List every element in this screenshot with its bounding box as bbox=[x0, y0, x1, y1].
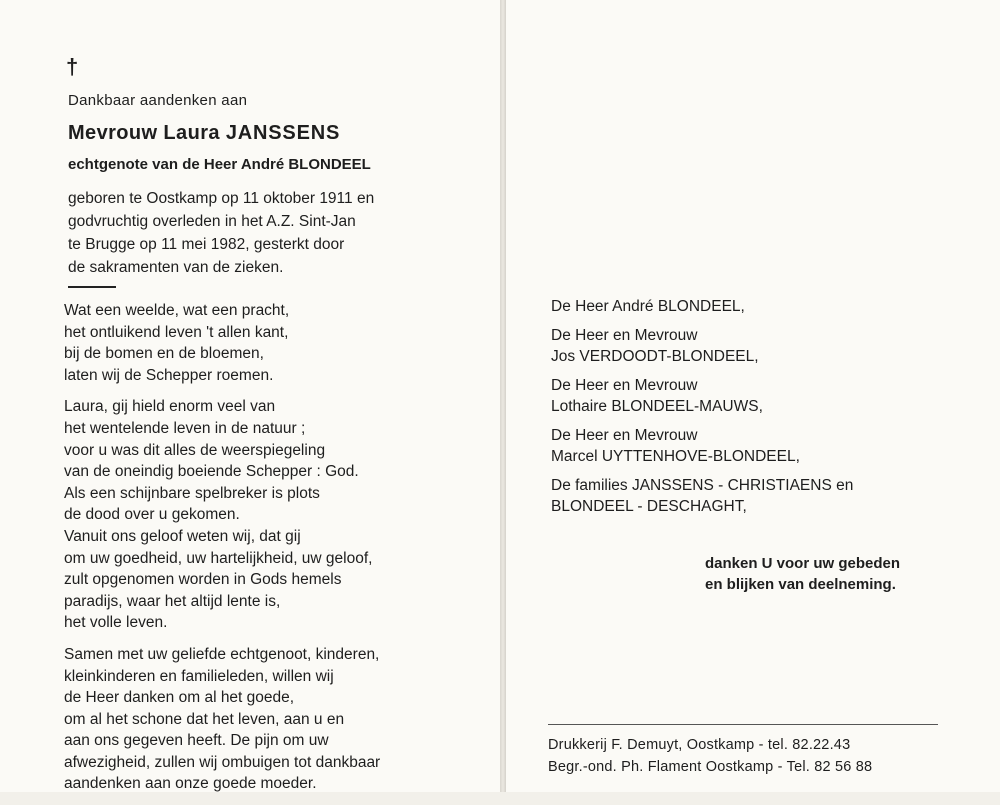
poem-stanza bbox=[64, 300, 494, 386]
poem-line: laten wij de Schepper roemen. bbox=[64, 366, 274, 384]
poem-line: Laura, gij hield enorm veel van bbox=[64, 398, 276, 416]
poem-line: Samen met uw geliefde echtgenoot, kinderen, bbox=[64, 645, 380, 663]
family-line: De Heer en Mevrouw bbox=[551, 327, 698, 344]
poem-line: aan ons gegeven heeft. De pijn om uw bbox=[64, 732, 329, 750]
family-entry bbox=[551, 425, 971, 467]
spouse-line: echtgenote van de Heer André BLONDEEL bbox=[68, 156, 371, 173]
thanks-message bbox=[705, 553, 900, 595]
poem-line: paradijs, waar het altijd lente is, bbox=[64, 592, 281, 610]
deceased-given-name: Mevrouw Laura bbox=[68, 122, 220, 144]
printer-credits bbox=[548, 734, 872, 778]
deceased-name bbox=[68, 122, 340, 145]
poem-line: afwezigheid, zullen wij ombuigen tot dankbaar bbox=[64, 753, 381, 771]
printer-line: Drukkerij F. Demuyt, Oostkamp - tel. 82.22.43 bbox=[548, 737, 851, 753]
poem-line: het wentelende leven in de natuur ; bbox=[64, 419, 306, 437]
poem-line: voor u was dit alles de weerspiegeling bbox=[64, 441, 326, 459]
poem-line: Als een schijnbare spelbreker is plots bbox=[64, 484, 320, 502]
poem-stanza bbox=[64, 644, 494, 795]
poem-line: Vanuit ons geloof weten wij, dat gij bbox=[64, 527, 301, 545]
family-line: De Heer André BLONDEEL, bbox=[551, 298, 745, 315]
poem-line: aandenken aan onze goede moeder. bbox=[64, 775, 317, 793]
family-line: Jos VERDOODT-BLONDEEL, bbox=[551, 348, 759, 365]
poem-line: het volle leven. bbox=[64, 614, 168, 632]
bio-line: godvruchtig overleden in het A.Z. Sint-Jan bbox=[68, 213, 356, 230]
bio-line: te Brugge op 11 mei 1982, gesterkt door bbox=[68, 236, 345, 253]
poem bbox=[64, 300, 494, 805]
family-line: Lothaire BLONDEEL-MAUWS, bbox=[551, 398, 763, 415]
family-entry bbox=[551, 296, 971, 317]
poem-line: bij de bomen en de bloemen, bbox=[64, 345, 264, 363]
poem-line: zult opgenomen worden in Gods hemels bbox=[64, 571, 342, 589]
family-list bbox=[551, 296, 971, 525]
intro-text: Dankbaar aandenken aan bbox=[68, 92, 248, 109]
poem-line: van de oneindig boeiende Schepper : God. bbox=[64, 463, 359, 481]
poem-line: de Heer danken om al het goede, bbox=[64, 689, 295, 707]
left-page bbox=[0, 0, 500, 792]
family-entry bbox=[551, 475, 971, 517]
undertaker-line: Begr.-ond. Ph. Flament Oostkamp - Tel. 82 56 88 bbox=[548, 759, 873, 775]
thanks-line: en blijken van deelneming. bbox=[705, 576, 896, 593]
family-entry bbox=[551, 325, 971, 367]
poem-line: om uw goedheid, uw hartelijkheid, uw geloof, bbox=[64, 549, 373, 567]
poem-line: de dood over u gekomen. bbox=[64, 506, 240, 524]
footer-rule bbox=[548, 724, 938, 725]
bio-line: geboren te Oostkamp op 11 oktober 1911 en bbox=[68, 190, 375, 207]
family-line: BLONDEEL - DESCHAGHT, bbox=[551, 498, 747, 515]
family-entry bbox=[551, 375, 971, 417]
biography bbox=[68, 187, 488, 279]
poem-line: het ontluikend leven 't allen kant, bbox=[64, 323, 289, 341]
family-line: Marcel UYTTENHOVE-BLONDEEL, bbox=[551, 448, 800, 465]
poem-stanza bbox=[64, 396, 494, 634]
thanks-line: danken U voor uw gebeden bbox=[705, 555, 901, 572]
section-divider bbox=[68, 286, 116, 288]
cross-symbol: † bbox=[66, 54, 79, 79]
family-line: De families JANSSENS - CHRISTIAENS en bbox=[551, 477, 854, 494]
poem-line: kleinkinderen en familieleden, willen wij bbox=[64, 667, 334, 685]
family-line: De Heer en Mevrouw bbox=[551, 377, 698, 394]
poem-line: om al het schone dat het leven, aan u en bbox=[64, 710, 345, 728]
deceased-surname: JANSSENS bbox=[225, 122, 341, 144]
family-line: De Heer en Mevrouw bbox=[551, 427, 698, 444]
poem-line: Wat een weelde, wat een pracht, bbox=[64, 302, 290, 319]
bio-line: de sakramenten van de zieken. bbox=[68, 259, 284, 276]
